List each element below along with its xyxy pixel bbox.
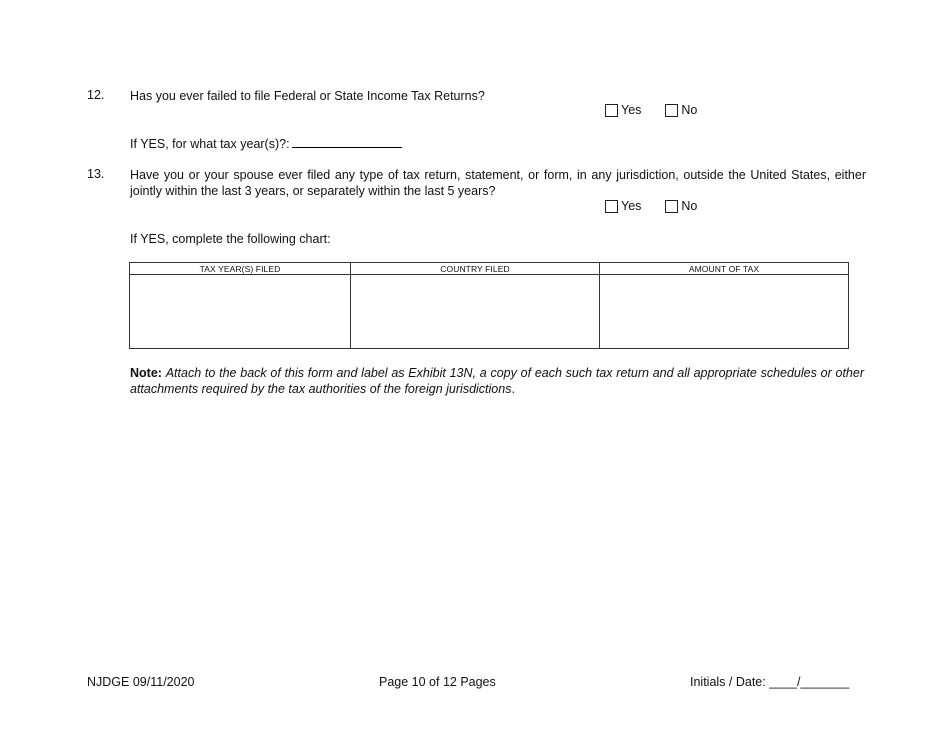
question-13-yes-label: Yes xyxy=(621,199,642,213)
question-12-options xyxy=(605,103,715,117)
tax-years-input-line[interactable] xyxy=(292,135,402,148)
question-12-yes-option[interactable] xyxy=(605,103,641,117)
question-13-options xyxy=(605,199,715,213)
question-13-followup: If YES, complete the following chart: xyxy=(130,232,331,246)
question-13-yes-option[interactable] xyxy=(605,199,641,213)
question-13-yes-checkbox[interactable] xyxy=(605,200,618,213)
chart-header-tax-year: TAX YEAR(S) FILED xyxy=(130,263,351,275)
chart-cell-tax-year[interactable] xyxy=(130,275,351,349)
question-12-number: 12. xyxy=(87,88,105,102)
note-text: Attach to the back of this form and label as Exhibit 13N, a copy of each such tax return and all appropriate schedules or other attachments required by the tax authorities of the foreign jurisdictions xyxy=(130,366,864,396)
foreign-tax-chart xyxy=(129,262,849,349)
question-12-yes-checkbox[interactable] xyxy=(605,104,618,117)
question-13-no-checkbox[interactable] xyxy=(665,200,678,213)
footer-initials-date: Initials / Date: ____/_______ xyxy=(690,675,850,689)
question-13-no-option[interactable] xyxy=(665,199,697,213)
question-12-text: Has you ever failed to file Federal or State Income Tax Returns? xyxy=(130,89,485,103)
question-12-followup xyxy=(130,135,402,152)
chart-header-row xyxy=(130,263,849,275)
question-12-no-option[interactable] xyxy=(665,103,697,117)
question-13-no-label: No xyxy=(681,199,698,213)
chart-cell-country[interactable] xyxy=(351,275,600,349)
question-12-no-checkbox[interactable] xyxy=(665,104,678,117)
chart-cell-amount[interactable] xyxy=(600,275,849,349)
question-12-yes-label: Yes xyxy=(621,103,642,117)
question-12-followup-label: If YES, for what tax year(s)?: xyxy=(130,137,290,151)
footer-page-number: Page 10 of 12 Pages xyxy=(379,675,496,689)
note-label: Note: xyxy=(130,366,162,380)
note-paragraph: Note: Attach to the back of this form and label as Exhibit 13N, a copy of each such tax return and all appropriate schedules or other attachments required by the tax authorities of the foreign jurisdictions. xyxy=(130,366,864,396)
table-row xyxy=(130,275,849,349)
footer-form-id: NJDGE 09/11/2020 xyxy=(87,675,195,689)
chart-header-amount: AMOUNT OF TAX xyxy=(600,263,849,275)
chart-header-country: COUNTRY FILED xyxy=(351,263,600,275)
question-13-number: 13. xyxy=(87,167,105,181)
question-13-text: Have you or your spouse ever filed any type of tax return, statement, or form, in any jurisdiction, outside the United States, either jointly within the last 3 years, or separately within the last 5 years? xyxy=(130,168,866,198)
question-12-no-label: No xyxy=(681,103,698,117)
